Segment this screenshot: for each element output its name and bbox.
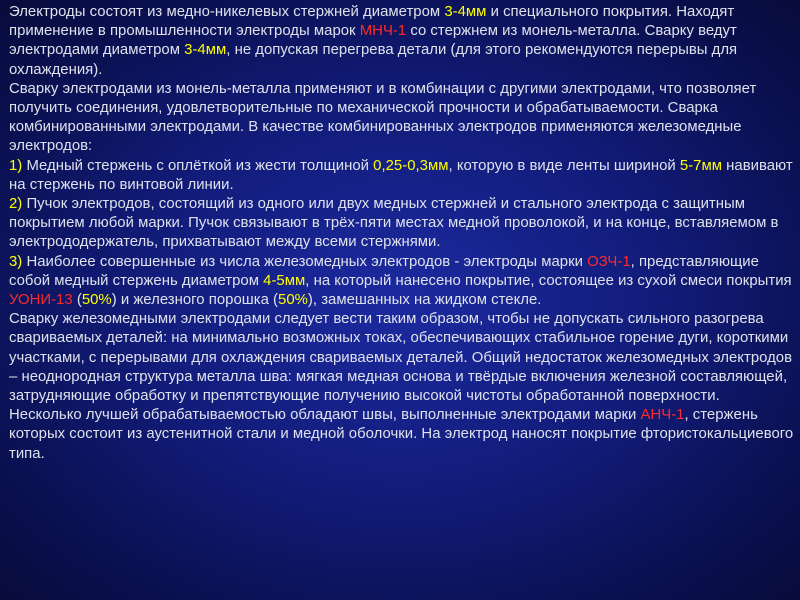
slide-body-text [9,3,795,464]
paragraph-item-1 [9,157,795,195]
list-number: 3) [9,253,23,270]
highlight-diameter: 4-5мм [263,272,306,289]
text-span: ), замешанных на жидком стекле. [307,292,542,309]
text-span: , на который нанесено покрытие, состоящее из сухой смеси покрытия [305,272,792,289]
list-number: 1) [9,157,23,174]
text-span: и специального покрытия. Находят применение в промышленности электроды марок [9,4,735,40]
text-span: ) и железного порошка ( [111,292,279,309]
text-span: Электроды состоят из медно-никелевых стержней диаметром [9,4,445,20]
highlight-electrode-grade: АНЧ-1 [640,407,685,424]
highlight-diameter: 3-4мм [184,42,227,59]
highlight-width: 5-7мм [679,157,722,174]
list-number: 2) [9,196,23,213]
text-span: , представляющие собой медный стержень диаметром [9,253,759,289]
text-span: навивают на стержень по винтовой линии. [9,157,793,193]
paragraph-item-2 [9,195,795,253]
highlight-thickness: 0,25-0,3мм [373,157,449,174]
text-span: Сварку железомедными электродами следует вести таким образом, чтобы не допускать сильного разогрева свариваемых деталей: на минимально возможных токах, обеспечивающих стабильное горение дуги, короткими участками, с перерывами для охлаждения свариваемых деталей. Общий недостаток железомедных электродов – неоднородная структура металла шва: мягкая медная основа и твёрдые включения железной составляющей, затрудняющие обработку и препятствующие получению высокой чистоты обработанной поверхности. Несколько лучшей обрабатываемостью обладают швы, выполненные электродами марки [9,311,793,424]
paragraph-welding-method [9,310,795,464]
highlight-electrode-grade: МНЧ-1 [359,23,407,40]
text-span: Медный стержень с оплёткой из жести толщиной [22,157,374,174]
highlight-coating-grade: УОНИ-13 [9,292,73,309]
text-span: Пучок электродов, состоящий из одного или двух медных стержней и стального электрода с защитным покрытием любой марки. Пучок связывают в трёх-пяти местах медной проволокой, и на конце, вставляемом в электрододержатель, прихватывают между всеми стержнями. [9,196,779,251]
highlight-electrode-grade: ОЗЧ-1 [587,253,631,270]
text-span: , стержень которых состоит из аустенитной стали и медной оболочки. На электрод наносят покрытие фтористокальциевого типа. [9,407,794,462]
text-span: Наиболее совершенные из числа железомедных электродов - электроды марки [22,253,588,270]
paragraph-combination [9,80,795,157]
paragraph-intro [9,3,795,80]
text-span: Сварку электродами из монель-металла применяют и в комбинации с другими электродами, что позволяет получить соединения, удовлетворительные по механической прочности и обрабатываемости. Сварка комбинированными электродами. В качестве комбинированных электродов применяются железомедные электродов: [9,80,757,155]
text-span: со стержнем из монель-металла. Сварку ведут электродами диаметром [9,23,737,59]
highlight-diameter: 3-4мм [444,4,487,20]
text-span: , не допуская перегрева детали (для этого рекомендуются перерывы для охлаждения). [9,42,738,78]
text-span: , которую в виде ленты шириной [448,157,680,174]
highlight-percent: 50% [81,292,112,309]
highlight-percent: 50% [278,292,308,309]
paragraph-item-3 [9,253,795,311]
text-span: ( [72,292,82,309]
